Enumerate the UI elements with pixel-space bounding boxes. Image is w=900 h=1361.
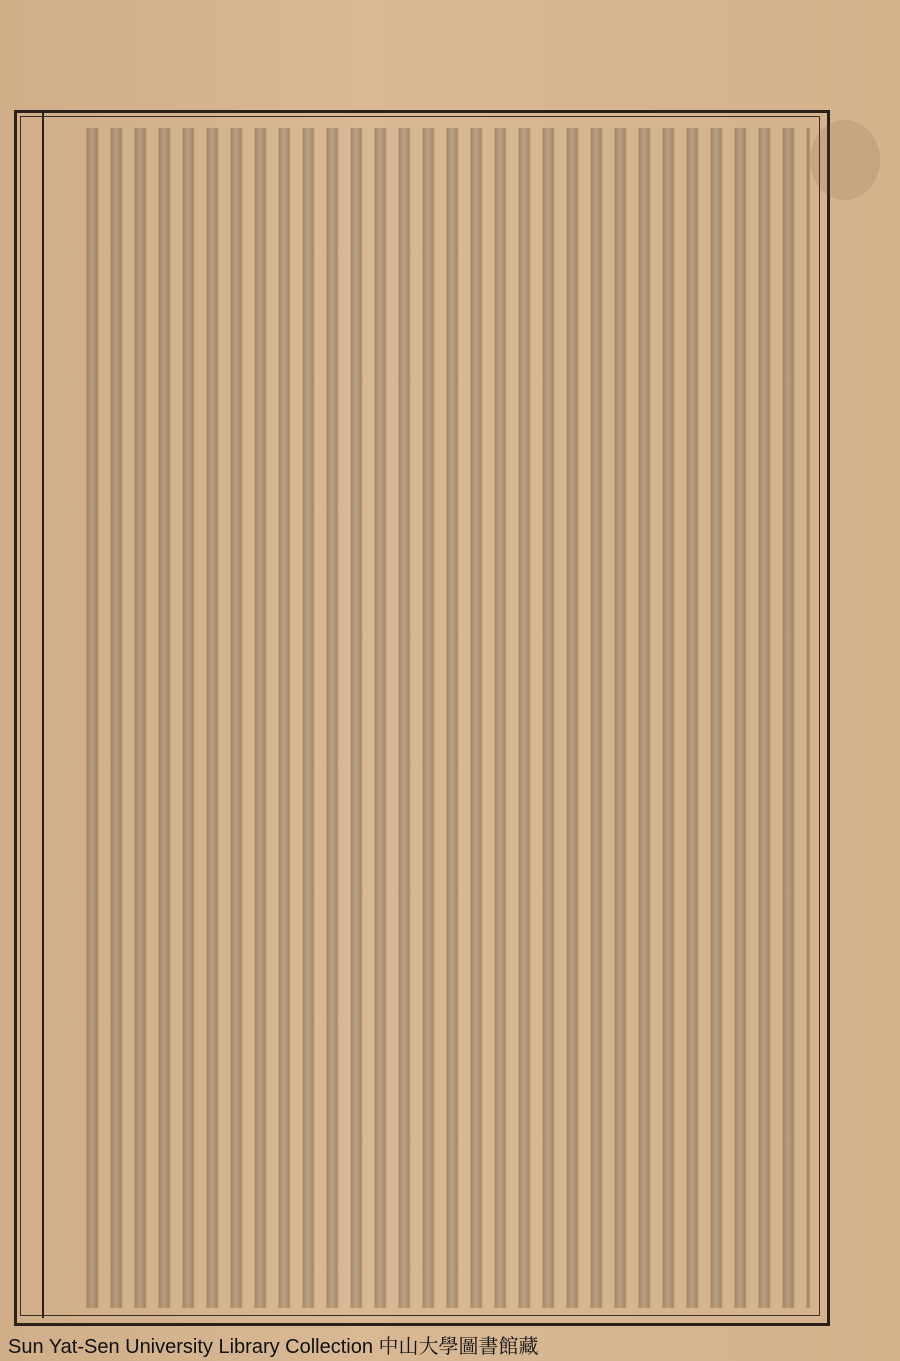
vertical-text-columns bbox=[80, 128, 810, 1308]
margin-gutter bbox=[16, 112, 44, 1318]
paper-stain bbox=[810, 120, 880, 200]
collection-footer: Sun Yat-Sen University Library Collection 中山大學圖書館藏 bbox=[8, 1336, 539, 1358]
